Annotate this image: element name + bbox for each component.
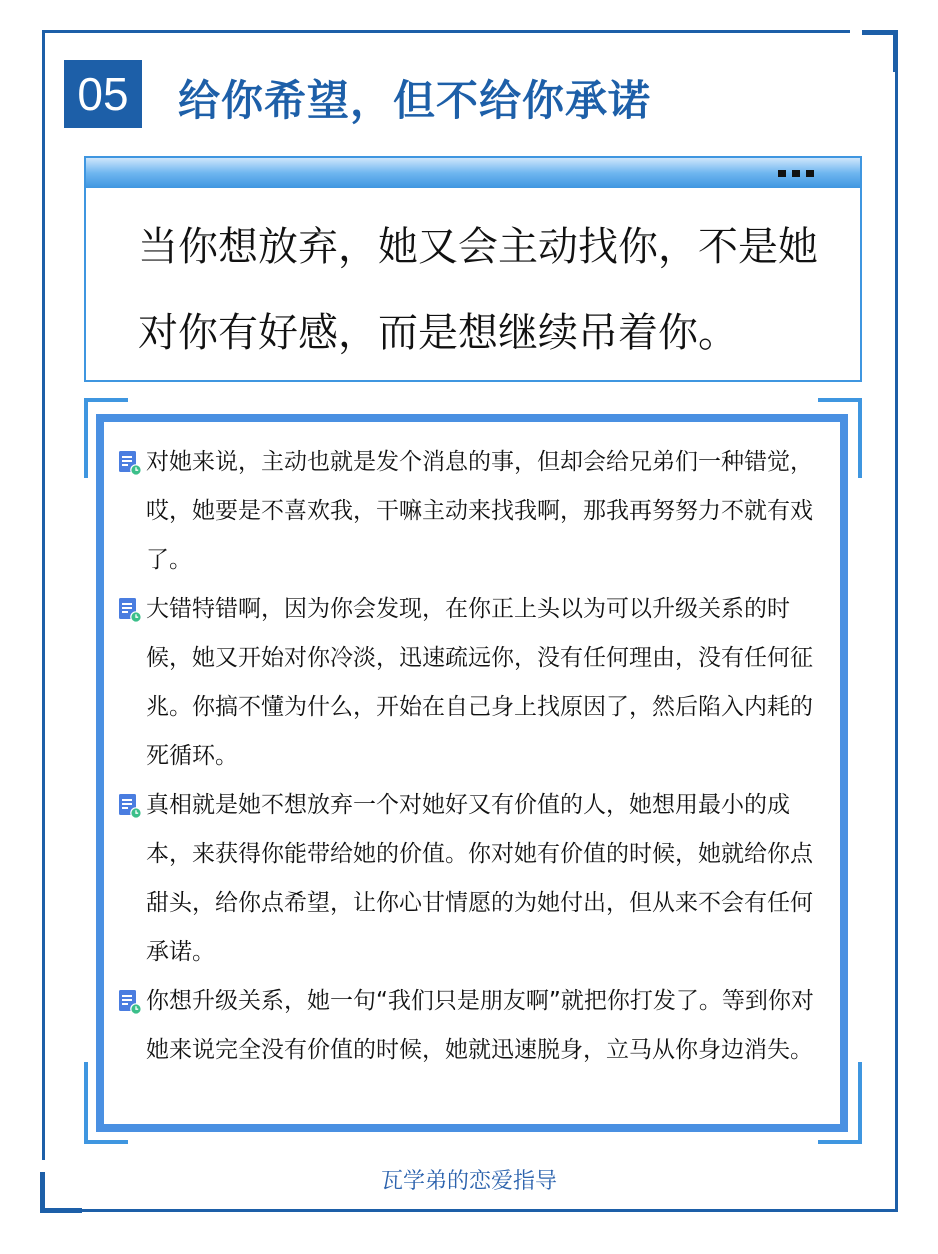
document-clock-icon [118, 977, 146, 1019]
list-item-text: 对她来说，主动也就是发个消息的事，但却会给兄弟们一种错觉，哎，她要是不喜欢我，干嘛主动来找我啊，那我再努努力不就有戏了。 [146, 449, 813, 573]
bracket-decoration [818, 398, 862, 402]
list-item-text: 真相就是她不想放弃一个对她好又有价值的人，她想用最小的成本，来获得你能带给她的价值。你对她有价值的时候，她就给你点甜头，给你点希望，让你心甘情愿的为她付出，但从来不会有任何承诺。 [146, 792, 813, 965]
quote-text: 当你想放弃，她又会主动找你，不是她对你有好感，而是想继续吊着你。 [138, 224, 818, 356]
list-item [118, 585, 838, 781]
bracket-decoration [84, 1062, 88, 1144]
section-number-badge: 05 [64, 60, 142, 128]
bracket-decoration [84, 398, 128, 402]
bracket-decoration [84, 398, 88, 478]
list-item-text: 你想升级关系，她一句“我们只是朋友啊”就把你打发了。等到你对她来说完全没有价值的时候，她就迅速脱身，立马从你身边消失。 [146, 988, 814, 1063]
bracket-decoration [818, 1140, 862, 1144]
document-clock-icon [118, 585, 146, 627]
bracket-decoration [858, 398, 862, 478]
more-dots-icon [778, 170, 814, 177]
quote-window-titlebar [86, 158, 860, 188]
bracket-decoration [84, 1140, 128, 1144]
list-item-text: 大错特错啊，因为你会发现，在你正上头以为可以升级关系的时候，她又开始对你冷淡，迅速疏远你，没有任何理由，没有任何征兆。你搞不懂为什么，开始在自己身上找原因了，然后陷入内耗的死循环。 [146, 596, 813, 769]
document-clock-icon [118, 438, 146, 480]
list-item [118, 438, 838, 585]
frame-corner-accent [893, 30, 898, 72]
frame-corner-accent [40, 1208, 82, 1213]
quote-window [84, 156, 862, 382]
bracket-decoration [858, 1062, 862, 1144]
list-item [118, 781, 838, 977]
list-item [118, 977, 838, 1075]
bullet-list [118, 438, 838, 1075]
frame-gap [850, 24, 862, 38]
section-title: 给你希望，但不给你承诺 [178, 76, 652, 125]
author-credit: 瓦学弟的恋爱指导 [380, 1169, 557, 1194]
document-clock-icon [118, 781, 146, 823]
